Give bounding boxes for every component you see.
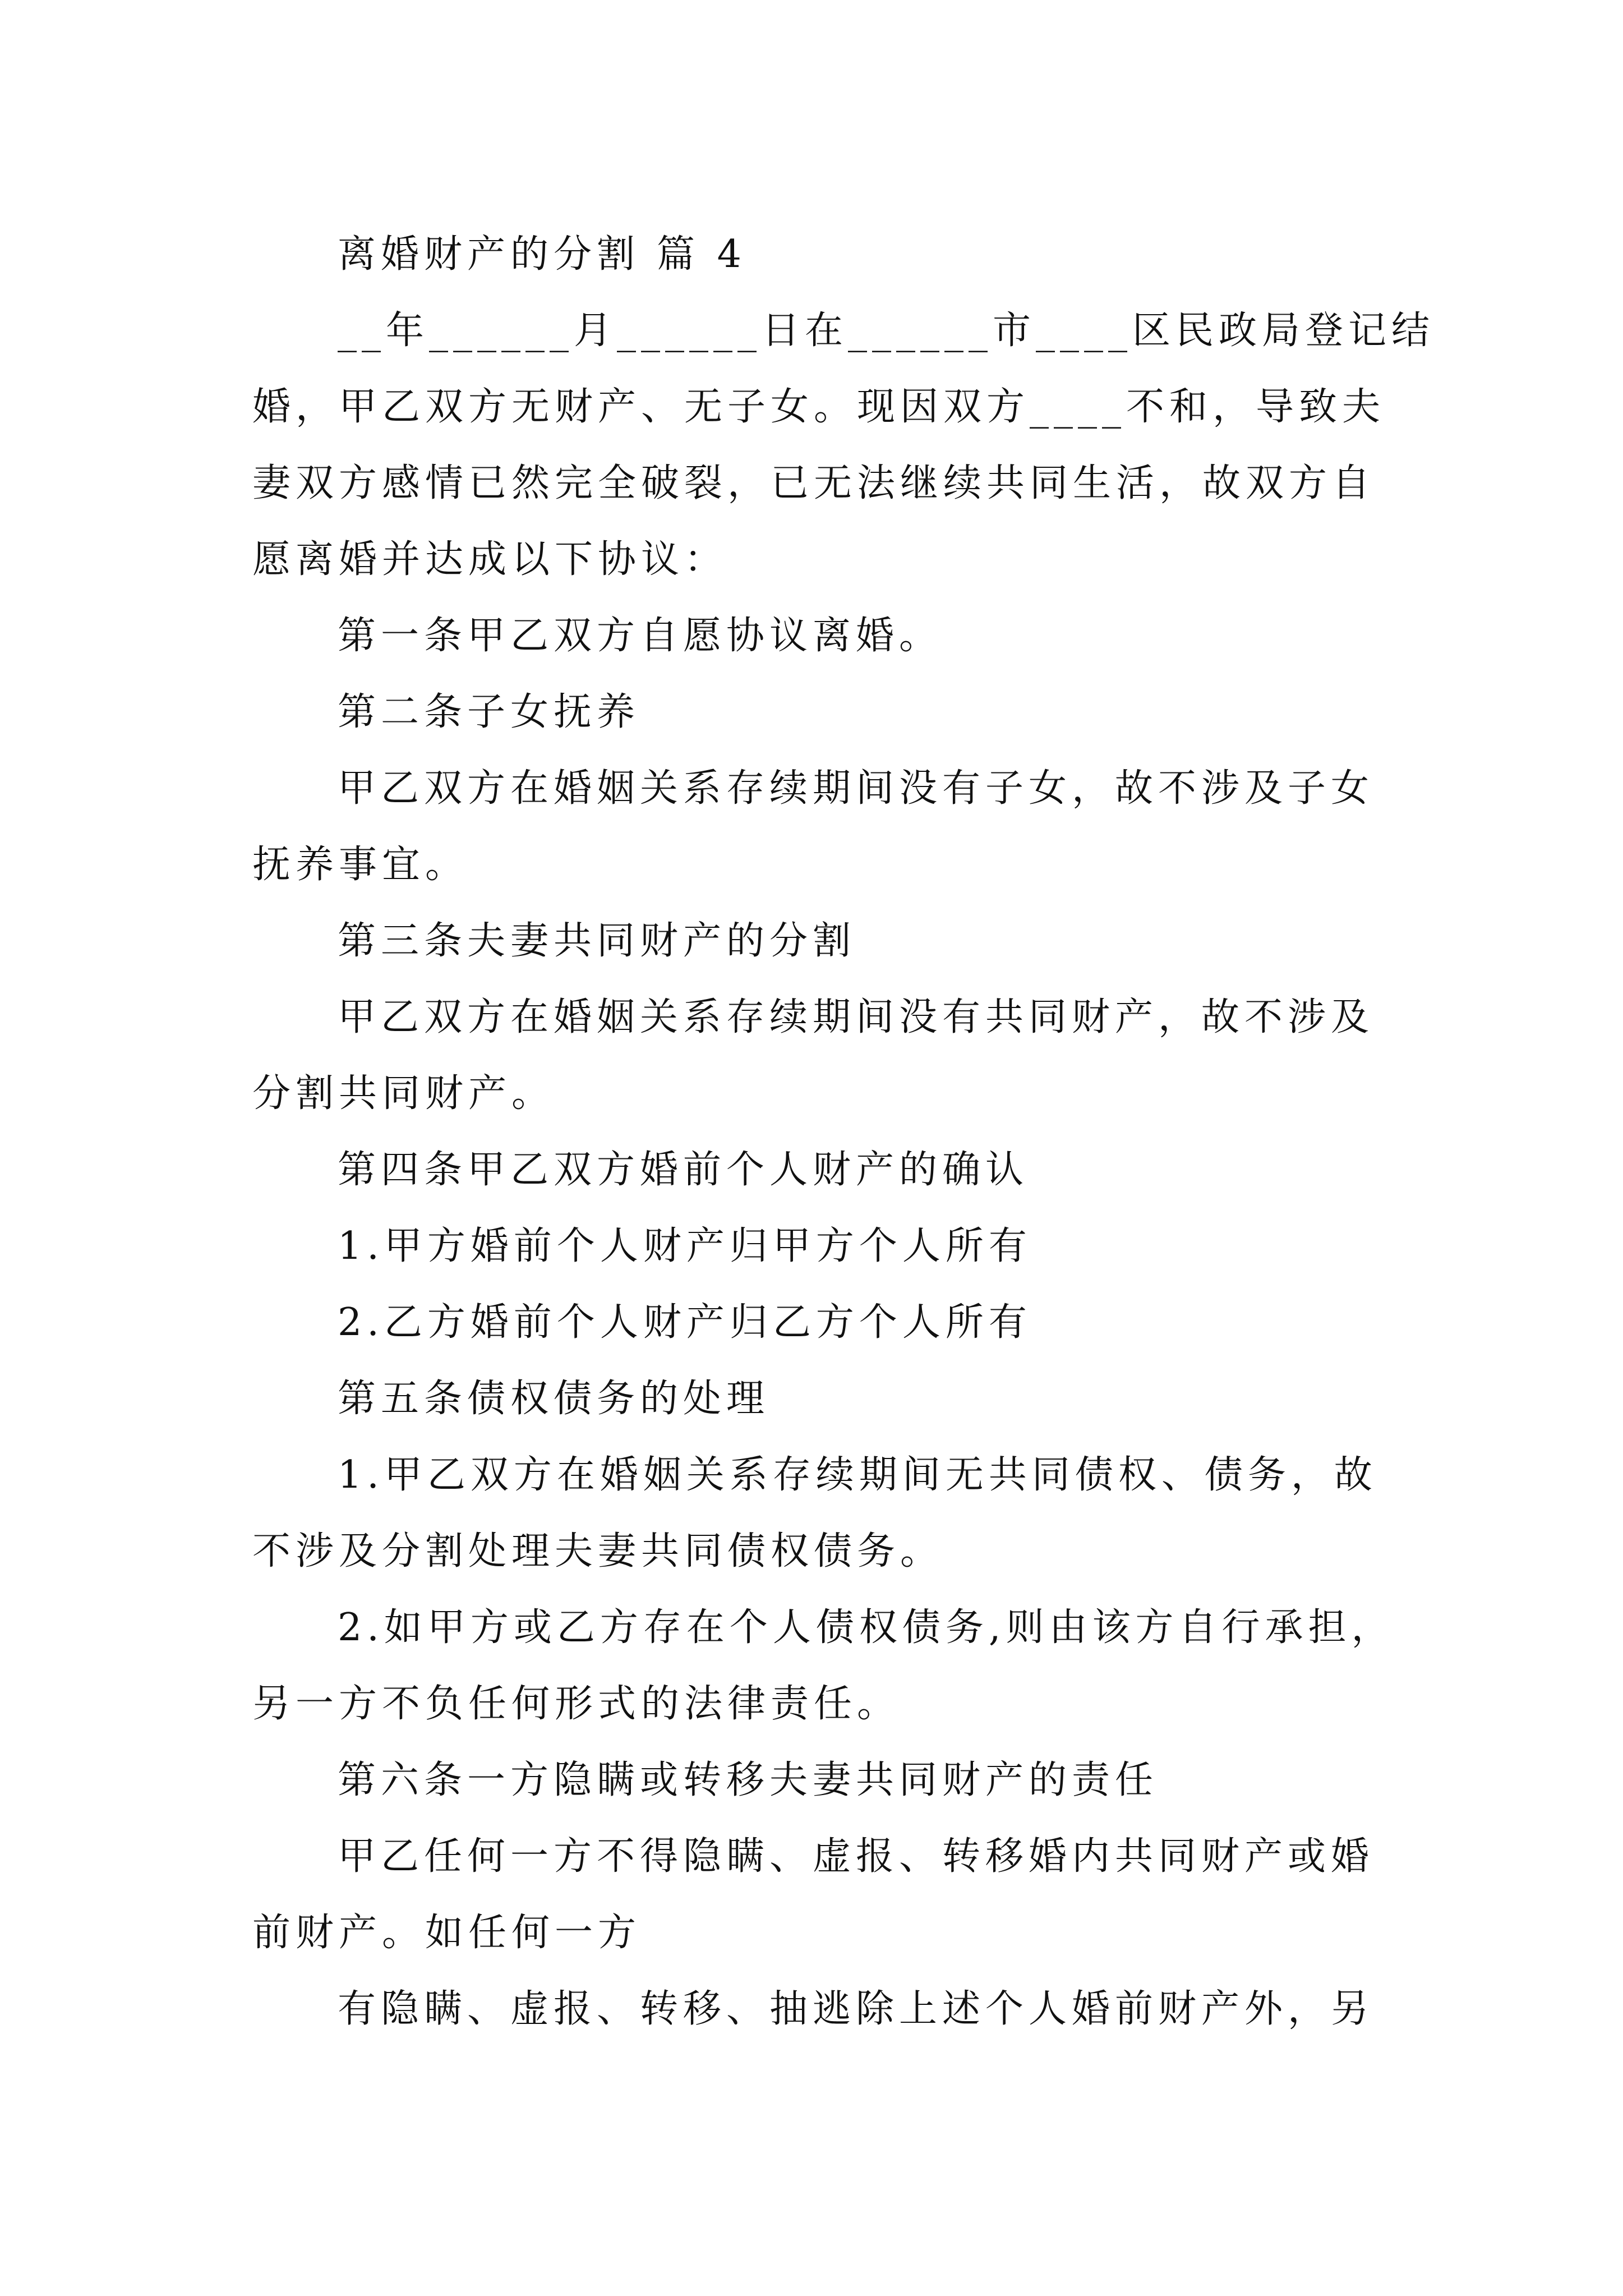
text-line: 甲乙任何一方不得隐瞒、虚报、转移婚内共同财产或婚	[338, 1834, 1375, 1879]
text-line: 第六条一方隐瞒或转移夫妻共同财产的责任	[338, 1758, 1159, 1802]
title-part-number: 篇 4	[657, 232, 746, 277]
text-line: 不涉及分割处理夫妻共同债权债务。	[252, 1529, 944, 1573]
text-line: 另一方不负任何形式的法律责任。	[252, 1682, 901, 1726]
text-line: 2.如甲方或乙方存在个人债权债务,则由该方自行承担，	[338, 1605, 1395, 1650]
text-line: 婚，甲乙双方无财产、无子女。现因双方____不和，导致夫	[252, 385, 1386, 429]
text-line: 妻双方感情已然完全破裂，已无法继续共同生活，故双方自	[252, 461, 1376, 505]
text-line: __年______月______日在______市____区民政局登记结	[338, 309, 1435, 353]
text-line: 抚养事宜。	[252, 843, 469, 887]
document-body	[252, 217, 1435, 2047]
text-line: 第二条子女抚养	[338, 690, 640, 734]
text-line: 2.乙方婚前个人财产归乙方个人所有	[338, 1300, 1032, 1345]
text-line: 甲乙双方在婚姻关系存续期间没有共同财产，故不涉及	[338, 995, 1375, 1039]
text-line: 前财产。如任何一方	[252, 1911, 642, 1955]
text-line: 第一条甲乙双方自愿协议离婚。	[338, 614, 943, 658]
title-text: 离婚财产的分割	[338, 232, 640, 277]
text-line: 有隐瞒、虚报、转移、抽逃除上述个人婚前财产外，另	[338, 1987, 1375, 2031]
document-title	[252, 217, 1380, 293]
text-lines	[252, 293, 1435, 2047]
text-line: 1.甲乙双方在婚姻关系存续期间无共同债权、债务，故	[338, 1453, 1377, 1497]
text-line: 第五条债权债务的处理	[338, 1377, 770, 1421]
text-line: 分割共同财产。	[252, 1071, 555, 1116]
text-line: 1.甲方婚前个人财产归甲方个人所有	[338, 1224, 1032, 1268]
text-line: 第三条夫妻共同财产的分割	[338, 919, 856, 963]
text-line: 甲乙双方在婚姻关系存续期间没有子女，故不涉及子女	[338, 766, 1375, 811]
text-line: 第四条甲乙双方婚前个人财产的确认	[338, 1148, 1029, 1192]
text-line: 愿离婚并达成以下协议：	[252, 537, 728, 582]
